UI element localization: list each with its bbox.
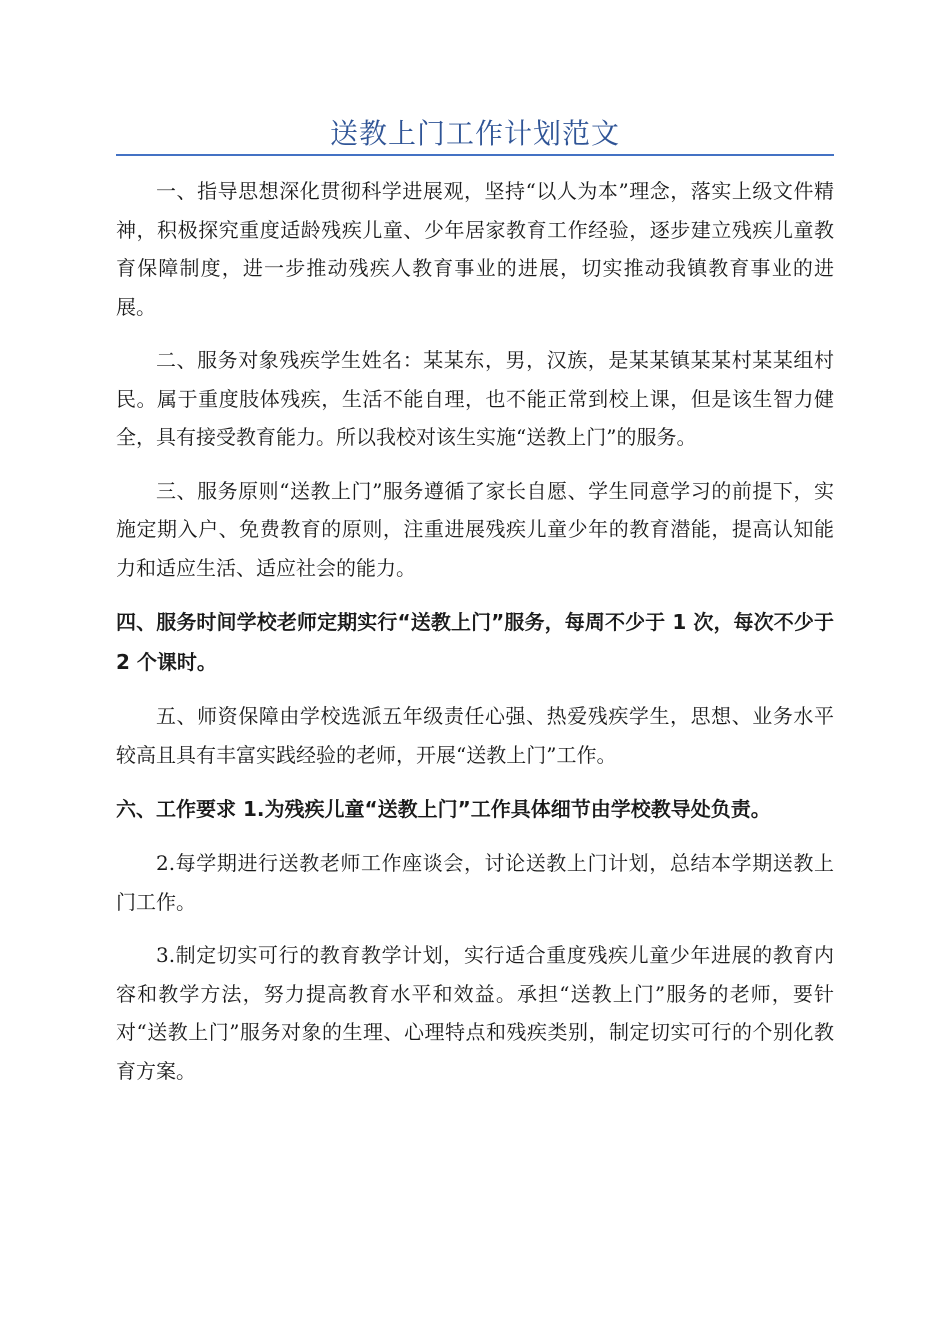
title-underline: [116, 154, 834, 156]
paragraph-teacher-guarantee: 五、师资保障由学校选派五年级责任心强、热爱残疾学生，思想、业务水平较高且具有丰富实践经验的老师，开展“送教上门”工作。: [116, 704, 834, 767]
paragraph-service-principle: 三、服务原则“送教上门”服务遵循了家长自愿、学生同意学习的前提下，实施定期入户、免费教育的原则，注重进展残疾儿童少年的教育潜能，提高认知能力和适应生活、适应社会的能力。: [116, 478, 834, 580]
document-body: [116, 172, 834, 1090]
paragraph-service-time: 四、服务时间学校老师定期实行“送教上门”服务，每周不少于 1 次，每次不少于 2 个课时。: [116, 610, 834, 674]
paragraph-requirement-2: 2.每学期进行送教老师工作座谈会，讨论送教上门计划，总结本学期送教上门工作。: [116, 851, 834, 914]
paragraph-guiding-ideology: 一、指导思想深化贯彻科学进展观，坚持“以人为本”理念，落实上级文件精神，积极探究重度适龄残疾儿童、少年居家教育工作经验，逐步建立残疾儿童教育保障制度，进一步推动残疾人教育事业的进展，切实推动我镇教育事业的进展。: [116, 179, 834, 319]
document-title: 送教上门工作计划范文: [329, 117, 620, 150]
paragraph-requirement-3: 3.制定切实可行的教育教学计划，实行适合重度残疾儿童少年进展的教育内容和教学方法，努力提高教育水平和效益。承担“送教上门”服务的老师，要针对“送教上门”服务对象的生理、心理特点和残疾类别，制定切实可行的个别化教育方案。: [116, 943, 834, 1083]
paragraph-work-requirements: 六、工作要求 1.为残疾儿童“送教上门”工作具体细节由学校教导处负责。: [116, 797, 771, 821]
paragraph-service-target: 二、服务对象残疾学生姓名：某某东，男，汉族，是某某镇某某村某某组村民。属于重度肢体残疾，生活不能自理，也不能正常到校上课，但是该生智力健全，具有接受教育能力。所以我校对该生实施“送教上门”的服务。: [116, 348, 834, 449]
